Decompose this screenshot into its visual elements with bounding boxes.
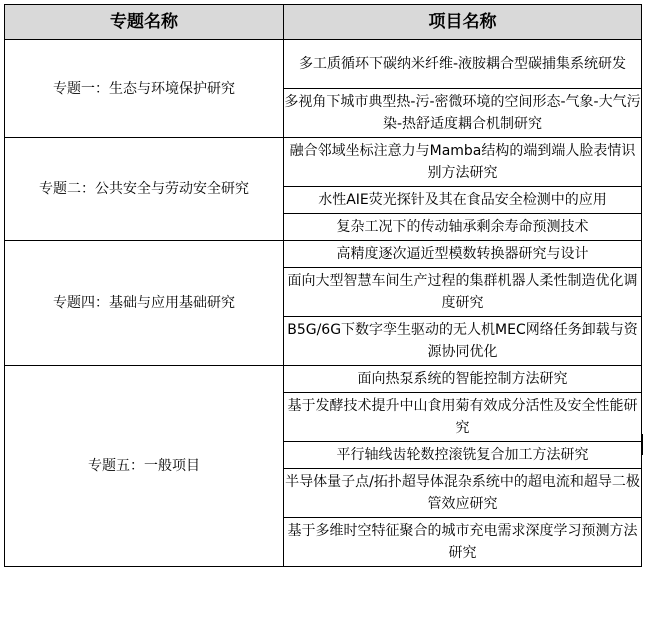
project-cell: 水性AIE荧光探针及其在食品安全检测中的应用 [284, 187, 642, 214]
table-row [5, 138, 642, 187]
project-cell: 融合邻域坐标注意力与Mamba结构的端到端人脸表情识别方法研究 [284, 138, 642, 187]
project-cell: 高精度逐次逼近型模数转换器研究与设计 [284, 241, 642, 268]
text-cursor-mark [641, 434, 643, 455]
project-cell: 多视角下城市典型热-污-密微环境的空间形态-气象-大气污染-热舒适度耦合机制研究 [284, 89, 642, 138]
project-cell: B5G/6G下数字孪生驱动的无人机MEC网络任务卸载与资源协同优化 [284, 317, 642, 366]
topic-cell: 专题五：一般项目 [5, 366, 284, 567]
header-row [5, 5, 642, 40]
topic-cell: 专题一：生态与环境保护研究 [5, 40, 284, 138]
project-cell: 多工质循环下碳纳米纤维-液胺耦合型碳捕集系统研发 [284, 40, 642, 89]
table-row [5, 366, 642, 393]
project-table [4, 4, 642, 567]
topic-cell: 专题四：基础与应用基础研究 [5, 241, 284, 366]
project-cell: 基于发酵技术提升中山食用菊有效成分活性及安全性能研究 [284, 393, 642, 442]
table-row [5, 40, 642, 89]
project-cell: 平行轴线齿轮数控滚铣复合加工方法研究 [284, 442, 642, 469]
project-cell: 基于多维时空特征聚合的城市充电需求深度学习预测方法研究 [284, 518, 642, 567]
header-topic-name: 专题名称 [5, 5, 284, 40]
project-cell: 复杂工况下的传动轴承剩余寿命预测技术 [284, 214, 642, 241]
project-cell: 面向热泵系统的智能控制方法研究 [284, 366, 642, 393]
project-cell: 半导体量子点/拓扑超导体混杂系统中的超电流和超导二极管效应研究 [284, 469, 642, 518]
header-project-name: 项目名称 [284, 5, 642, 40]
topic-cell: 专题二：公共安全与劳动安全研究 [5, 138, 284, 241]
project-cell: 面向大型智慧车间生产过程的集群机器人柔性制造优化调度研究 [284, 268, 642, 317]
table-row [5, 241, 642, 268]
